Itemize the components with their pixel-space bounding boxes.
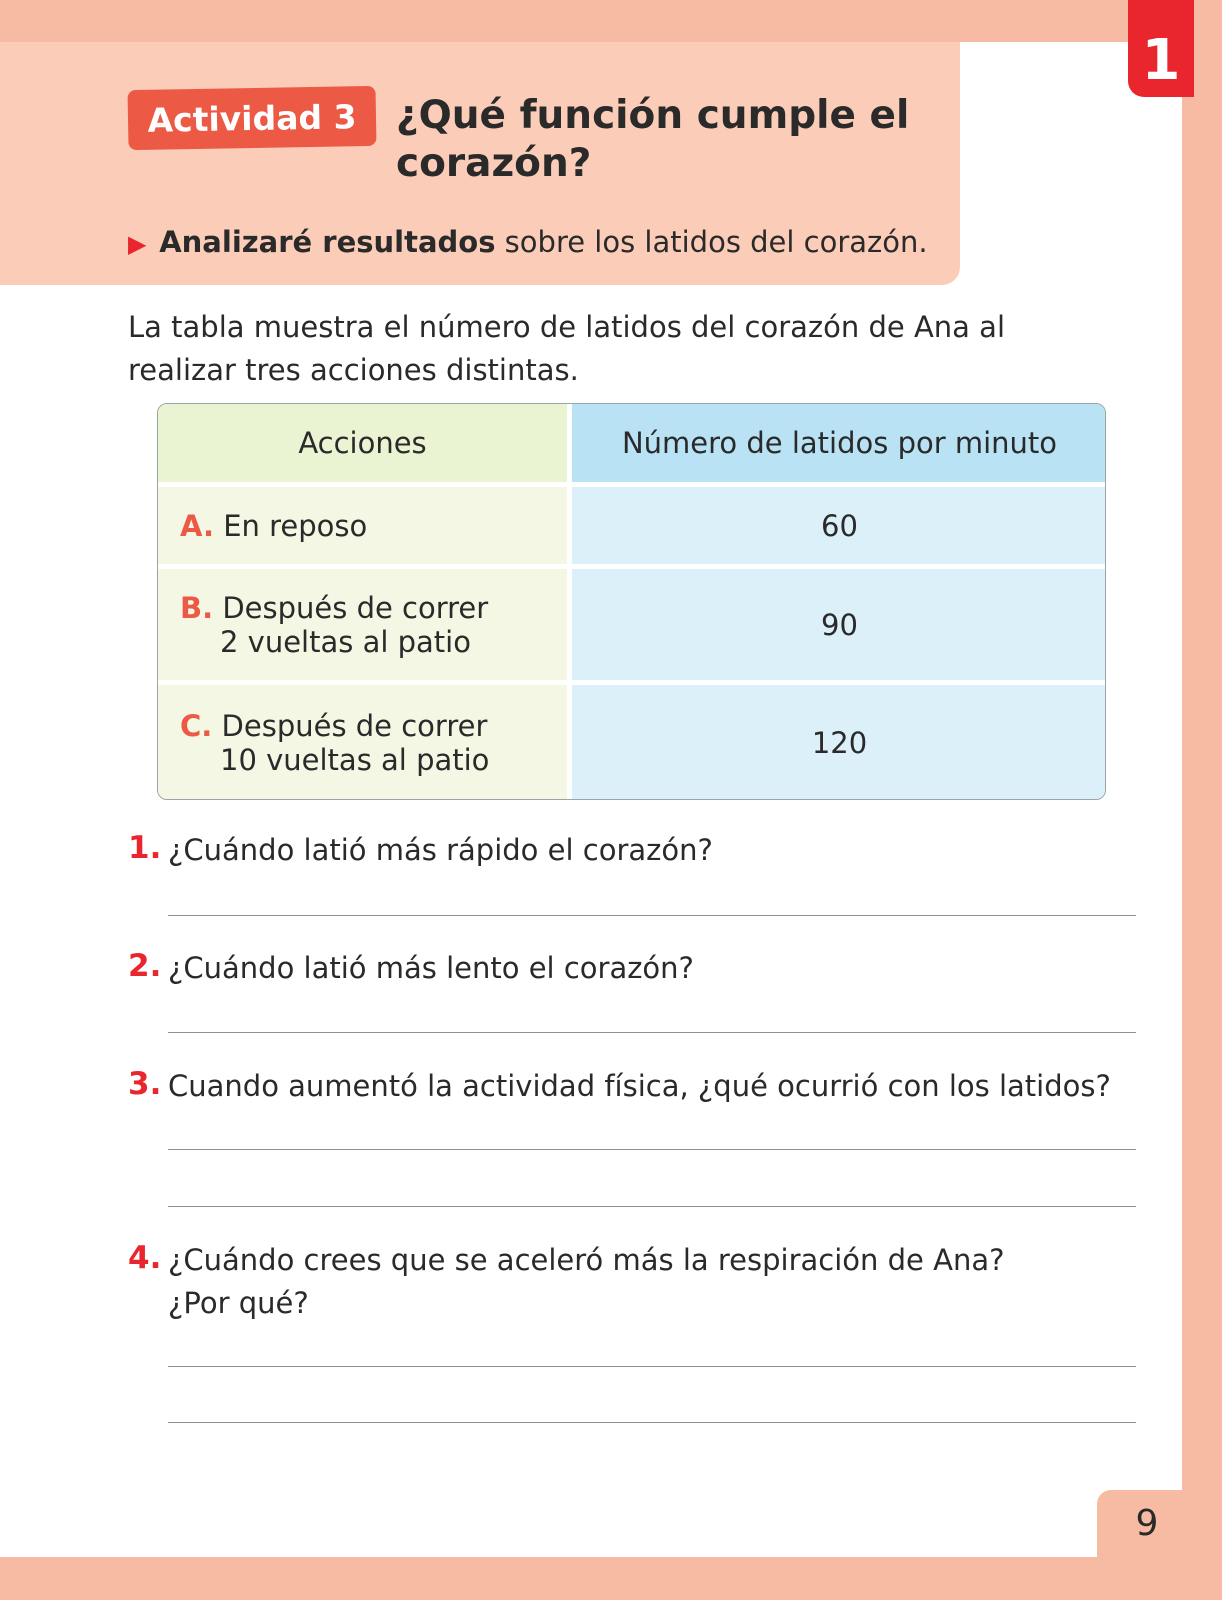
objective [128,222,928,264]
intro-paragraph: La tabla muestra el número de latidos del corazón de Ana al realizar tres acciones distintas. [128,310,1005,387]
row-letter: A. [180,509,214,543]
activity-badge: Actividad 3 [127,86,376,150]
row-letter: B. [180,591,214,625]
objective-bold: Analizaré resultados [159,225,496,259]
answer-line-3a[interactable] [168,1149,1136,1150]
table-header-actions: Acciones [158,404,567,482]
question-4-text [168,1239,1128,1325]
answer-line-4b[interactable] [168,1422,1136,1423]
question-4-line1: ¿Cuándo crees que se aceleró más la respiración de Ana? [168,1243,1005,1277]
question-2-number: 2. [128,948,162,984]
table-row-b-beats: 90 [572,569,1106,680]
page-number: 9 [1097,1490,1197,1557]
answer-line-1[interactable] [168,915,1136,916]
table-row-a-beats: 60 [572,487,1106,564]
top-border-band [0,0,1222,42]
question-1-number: 1. [128,830,162,866]
answer-line-3b[interactable] [168,1206,1136,1207]
question-3-number: 3. [128,1066,162,1102]
row-letter: C. [180,709,213,743]
table-row-c-beats: 120 [572,685,1106,800]
question-4-number: 4. [128,1240,162,1276]
action-text: En reposo [223,509,368,543]
table-row-c-action [158,685,567,800]
unit-tab: 1 [1128,0,1194,97]
bottom-border-band [0,1557,1222,1600]
action-text-line2: 10 vueltas al patio [220,743,490,777]
answer-line-4a[interactable] [168,1366,1136,1367]
action-text: Después de correr [222,591,489,625]
table-header-beats: Número de latidos por minuto [572,404,1106,482]
bullet-arrow-icon: ▶ [128,230,147,258]
activity-title: ¿Qué función cumple el corazón? [396,93,910,186]
question-4-line2: ¿Por qué? [168,1286,309,1320]
table-row-b-action [158,569,567,680]
table-row-a-action [158,487,567,564]
question-2-text: ¿Cuándo latió más lento el corazón? [168,951,694,985]
heartbeat-table [157,403,1106,800]
answer-line-2[interactable] [168,1032,1136,1033]
right-border-band [1182,0,1222,1600]
objective-rest: sobre los latidos del corazón. [495,225,928,259]
question-1-text: ¿Cuándo latió más rápido el corazón? [168,833,713,867]
action-text: Después de correr [221,709,488,743]
action-text-line2: 2 vueltas al patio [220,625,471,659]
question-3-text: Cuando aumentó la actividad física, ¿qué ocurrió con los latidos? [168,1069,1111,1103]
